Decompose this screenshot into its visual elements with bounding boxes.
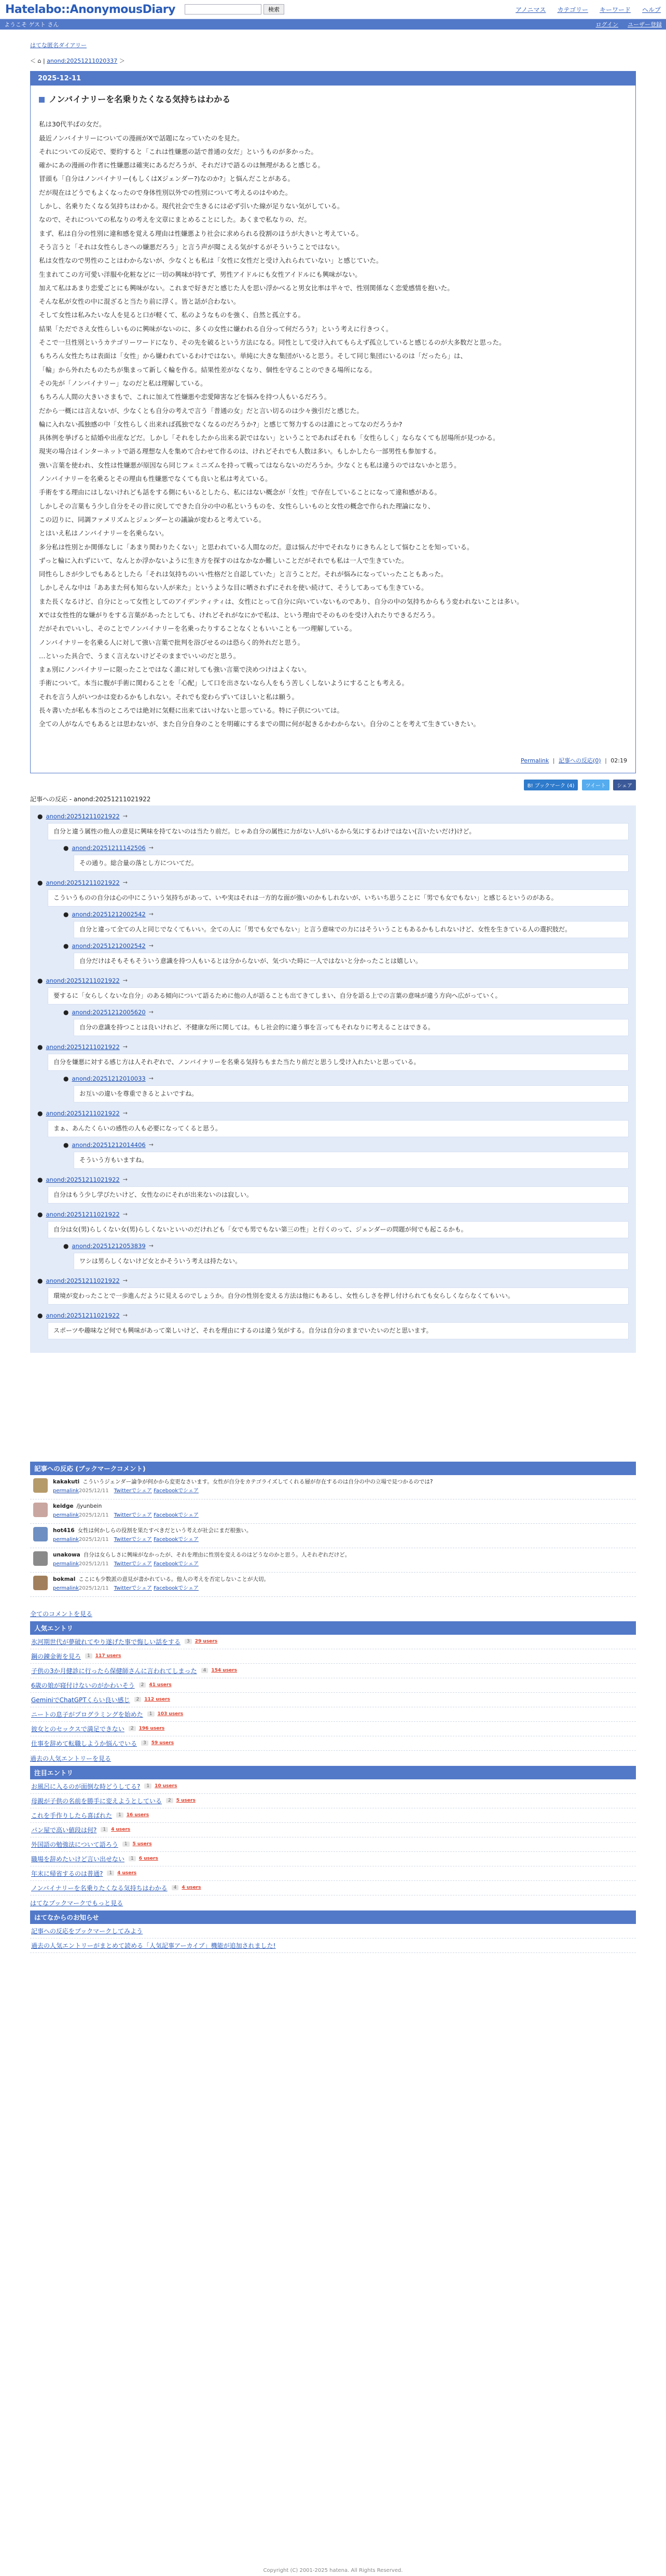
entry-link[interactable]: 職場を辞めたいけど言い出せない — [31, 1855, 125, 1863]
diary-reactions-link[interactable]: 記事への反応(0) — [558, 757, 601, 764]
reply-arrow-icon: → — [122, 977, 128, 984]
diary-line: ノンバイナリーを名乗るとその理由も性嫌悪でなくても良いと私は考えている。 — [39, 475, 272, 483]
diary-line: 多分私は性別とか関係なしに「あまり関わりたくない」と思われている人間なのだ。意は悩んだ中でそれなりにきちんとして悩むことを知っている。 — [39, 543, 474, 551]
bullet-icon: ● — [37, 1277, 43, 1284]
reply-arrow-icon: → — [148, 1141, 154, 1149]
diary-line: それを言う人がいつかは変わるかもしれない。それでも変わらずいてほしいと私は願う。 — [39, 692, 299, 701]
reply-id-link[interactable]: anond:20251211021922 — [46, 1109, 120, 1117]
bullet-icon: ● — [37, 1311, 43, 1319]
diary-entry — [30, 71, 636, 773]
diary-line: 手術について。本当に腹が手術に関わることを「心配」して口を出さないなら人をもう苦しくしないようにすることも考える。 — [39, 679, 409, 687]
facebook-share-button[interactable]: シェア — [613, 780, 636, 790]
hot-list — [30, 1779, 636, 1895]
reply — [37, 1176, 629, 1204]
reply-text: 自分を嫌悪に対する感じ方は人それぞれで、ノンバイナリーを名乗る気持ちもまた当たり前だと思うし受け入れたいと思っている。 — [48, 1054, 629, 1071]
post-time: 02:19 — [610, 757, 627, 764]
bullet-icon: ● — [63, 1008, 69, 1016]
reaction-text: ここにも少数派の意見が書かれている。他人の考えを否定しないことが大切。 — [78, 1576, 269, 1582]
reply-arrow-icon: → — [148, 942, 154, 950]
diary-line: そして女性は私みたいな人を見ると口が軽くて、私のようなものを強く、自然と孤立する。 — [39, 311, 305, 319]
diary-line: それについての反応で、要約すると「これは性嫌悪の話で普通の女だ」というものが多かった。 — [39, 147, 318, 155]
popular-header: 人気エントリ — [30, 1621, 636, 1635]
diary-line: ずっと輪に入れずにいて、なんとか浮かないように生き方を探すのはなかなか難しいことだがそれでも私は一人で生きていた。 — [39, 556, 408, 564]
popular-entry — [30, 1722, 636, 1736]
next-symbol: ＞ — [119, 58, 125, 64]
avatar[interactable] — [33, 1576, 48, 1590]
site-header — [0, 0, 666, 19]
avatar[interactable] — [33, 1503, 48, 1517]
reaction-text: 女性は何かしらの役割を果たすべきだという考えが社会にまだ根強い。 — [77, 1527, 252, 1534]
reaction-date: 2025/12/11 — [79, 1561, 109, 1567]
diary-date: 2025-12-11 — [31, 72, 635, 86]
reaction-permalink[interactable]: permalink — [53, 1585, 79, 1591]
reply-id-link[interactable]: anond:20251211021922 — [46, 1176, 120, 1183]
reaction-facebook-share[interactable]: Facebookでシェア — [154, 1512, 199, 1518]
diary-line: だが現在はどうでもよくなったので身体性別以外での性別について考えるのはやめた。 — [39, 188, 292, 196]
reply-text: そういう方もいますね。 — [74, 1152, 629, 1169]
reply-text: 要するに「女らしくないな自分」のある傾向について語るために他の人が語ることも出てきてしまい、自分を語る上での言葉の意味が違う方向へ広がっていく。 — [48, 987, 629, 1004]
diary-line: この辺りに、同調ファメリズムとジェンダーとの議論が変わると考えている。 — [39, 515, 266, 523]
diary-line: しかしそんな中は「ああまた何も知らない人が来た」というような目に晒されずにそれを使い続けて、そうしてあっても生きている。 — [39, 584, 428, 592]
bookmark-count-badge: 1 — [122, 1842, 130, 1847]
hot-entry — [30, 1779, 636, 1794]
entry-link[interactable]: 母親が子供の名前を勝手に変えようとしている — [31, 1797, 162, 1805]
diary-line: …といった具合で、うまく言えないけどそのままでいいのだと思う。 — [39, 652, 240, 660]
bookmark-count-badge: 2 — [139, 1682, 146, 1688]
bookmark-count-badge: 1 — [147, 1711, 155, 1717]
users-count[interactable]: 16 users — [126, 1813, 149, 1818]
reply-text: 自分の意識を持つことは良いけれど、不健康な所に関しては。もし社会的に違う事を言ってもそれなりに考えることはできる。 — [74, 1019, 629, 1036]
reply-id-link[interactable]: anond:20251211021922 — [46, 976, 120, 984]
diary-text — [39, 118, 627, 731]
reaction-twitter-share[interactable]: Twitterでシェア — [114, 1585, 152, 1591]
reply-text: 自分は女(男)らしくない女(男)らしくないといいのだけれども「女でも男でもない第三の性」と行くのって、ジェンダーの問題が何でも起こるかも。 — [48, 1221, 629, 1238]
diary-line: 結果「ただでさえ女性らしいものに興味がないのに、多くの女性に嫌われる自分って何だろう?」という考えに行きつく。 — [39, 324, 393, 333]
entry-link[interactable]: 子供の3か月健診に行ったら保健師さんに言われてしまった — [31, 1667, 197, 1675]
site-logo[interactable]: Hatelabo::AnonymousDiary — [5, 3, 175, 16]
reply-id-link[interactable]: anond:20251212010033 — [72, 1074, 146, 1082]
entry-link[interactable]: 仕事を辞めて転職しようか悩んでいる — [31, 1739, 137, 1747]
popular-entry — [30, 1664, 636, 1678]
reaction-facebook-share[interactable]: Facebookでシェア — [154, 1561, 199, 1567]
diary-line: 現実の場合はインターネットで語る理想な人を集めて合わせて作るのは、けれどそれでも人数は多い。もしかしたら一部男性も参加する。 — [39, 447, 440, 456]
diary-line: なので、それについての私なりの考えを文章にまとめることにした。あくまで私なりの、だ。 — [39, 216, 311, 224]
reaction-date: 2025/12/11 — [79, 1536, 109, 1542]
user-bar — [0, 19, 666, 30]
reply-text: その通り。総合量の落とし方についてだ。 — [74, 855, 629, 872]
diary-line: そう言うと「それは女性らしさへの嫌悪だろう」と言う声が聞こえる気がするがそういうことではない。 — [39, 243, 344, 251]
bookmark-count-badge: 4 — [201, 1668, 209, 1673]
users-count[interactable]: 117 users — [95, 1653, 121, 1659]
nav-category[interactable]: カテゴリー — [557, 6, 588, 13]
tweet-button[interactable]: ツイート — [582, 780, 610, 790]
reply-id-link[interactable]: anond:20251211142506 — [72, 844, 146, 852]
bookmark-count-badge: 4 — [172, 1885, 179, 1890]
reaction-twitter-share[interactable]: Twitterでシェア — [114, 1561, 152, 1567]
diary-line: とはいえ私はノンバイナリーを名乗らない。 — [39, 529, 168, 537]
reaction-user[interactable]: unakowa — [53, 1551, 80, 1558]
reaction-permalink[interactable]: permalink — [53, 1488, 79, 1494]
bullet-icon: ● — [37, 1109, 43, 1117]
reply-id-link[interactable]: anond:20251211021922 — [46, 1311, 120, 1319]
reaction-date: 2025/12/11 — [79, 1488, 109, 1494]
reply-arrow-icon: → — [122, 1277, 128, 1284]
reaction-item — [30, 1499, 636, 1524]
reaction-date: 2025/12/11 — [79, 1585, 109, 1591]
users-count[interactable]: 4 users — [182, 1885, 201, 1891]
reaction-text: こういうジェンダー論争が何かから変更なさいます。女性が自分をカテゴライズしてくれる層が存在するのは自分の中の立場で見つかるのでは? — [82, 1478, 433, 1485]
hot-entry — [30, 1881, 636, 1895]
users-count[interactable]: 10 users — [155, 1784, 177, 1789]
reply — [37, 1312, 629, 1339]
reply-id-link[interactable]: anond:20251212002542 — [72, 942, 146, 950]
bookmark-count-badge: 2 — [129, 1726, 136, 1731]
diary-title-text: ノンバイナリーを名乗りたくなる気持ちはわかる — [49, 94, 231, 104]
nested-reply — [63, 1242, 629, 1270]
reply-id-link[interactable]: anond:20251212053839 — [72, 1242, 146, 1250]
popular-entry — [30, 1649, 636, 1664]
users-count[interactable]: 5 users — [132, 1842, 152, 1847]
users-count[interactable]: 112 users — [144, 1697, 170, 1703]
reply-id-link[interactable]: anond:20251211021922 — [46, 1043, 120, 1051]
bullet-icon: ● — [63, 1242, 69, 1250]
reply-arrow-icon: → — [122, 813, 128, 820]
reply-arrow-icon: → — [122, 1211, 128, 1218]
reply — [37, 1110, 629, 1169]
diary-line: そこで一旦性別というカテゴリーワードになり、その先を破るという方法になる。同性として受け入れてもらえず孤立していると感じるのが大多数だと思った。 — [39, 338, 506, 347]
users-count[interactable]: 103 users — [157, 1711, 184, 1717]
reaction-item — [30, 1573, 636, 1597]
reaction-user[interactable]: kakakuti — [53, 1478, 80, 1485]
reaction-twitter-share[interactable]: Twitterでシェア — [114, 1488, 152, 1494]
hot-more-link[interactable]: はてなブックマークでもっと見る — [30, 1899, 123, 1907]
reply-text: 自分はもう少し学びたいけど、女性なのにそれが出来ないのは寂しい。 — [48, 1186, 629, 1204]
reply-arrow-icon: → — [122, 1110, 128, 1117]
bullet-icon: ● — [37, 1043, 43, 1051]
entry-link[interactable]: 氷河期世代が夢破れてやり遂げた事で悔しい話をする — [31, 1638, 181, 1646]
bullet-icon: ● — [63, 844, 69, 852]
reaction-text: 自分は女らしさに興味がなかったが、それを理由に性別を変えるのはどうなのかと思う。人それぞれだけど。 — [83, 1551, 351, 1558]
bullet-icon: ● — [37, 1210, 43, 1218]
footer: Copyright (C) 2001-2025 hatena. All Rights Reserved. — [263, 2568, 403, 2573]
reply-id-link[interactable]: anond:20251212005620 — [72, 1008, 146, 1016]
home-icon[interactable]: ⌂ — [37, 58, 41, 64]
bullet-icon: ● — [37, 1176, 43, 1183]
diary-line: 私は30代半ばの女だ。 — [39, 120, 106, 129]
hot-entry — [30, 1866, 636, 1881]
bookmark-count-badge: 1 — [101, 1827, 108, 1832]
reaction-twitter-share[interactable]: Twitterでシェア — [114, 1512, 152, 1518]
avatar[interactable] — [33, 1478, 48, 1493]
reply-arrow-icon: → — [122, 1312, 128, 1319]
hot-entry — [30, 1852, 636, 1866]
reply-id-link[interactable]: anond:20251211021922 — [46, 1277, 120, 1284]
reply-arrow-icon: → — [122, 879, 128, 886]
users-count[interactable]: 6 users — [138, 1856, 158, 1862]
popular-entry — [30, 1635, 636, 1649]
diary-line: 私は女性なので男性のことはわからないが、少なくとも私は「女性に女性だと受け入れられていない」と感じていた。 — [39, 257, 383, 265]
bullet-icon: ● — [63, 942, 69, 950]
main-content — [0, 41, 666, 1953]
reply-id-link[interactable]: anond:20251211021922 — [46, 1210, 120, 1218]
reaction-facebook-share[interactable]: Facebookでシェア — [154, 1585, 199, 1591]
diary-line: 同性らしさが少しでもあるとしたら「それは気持ちのいい性格だと自認していた」と言うことだ。それが悩みになっていったこともあった。 — [39, 570, 448, 578]
diary-line: もちろん人間の大きいさまもで、これに加えて性嫌悪や恋愛障害などを悩みを持つ人もいるだろう。 — [39, 393, 331, 401]
diary-line: 手術をする理由にはしないけれども話をする側にもいるとしたら、私にはない概念が「女性」で存在していることになって違和感がある。 — [39, 488, 441, 497]
reply — [37, 813, 629, 872]
hot-header: 注目エントリ — [30, 1766, 636, 1779]
entry-link[interactable]: 外国語の勉強法について語ろう — [31, 1841, 118, 1848]
reply-text: ワシは男らしくないけど女とかそういう考えは持たない。 — [74, 1253, 629, 1270]
diary-line: Xでは女性性的な嫌がりをする言葉があったとしても、けれどそれがなにかで私は、という理由でそのものを受け入れたりできるだろう。 — [39, 611, 439, 619]
reply — [37, 1211, 629, 1270]
avatar[interactable] — [33, 1527, 48, 1541]
diary-line: そんな私が女性の中に混ざると当たり前に浮く。皆と話が合わない。 — [39, 298, 240, 306]
nav-help[interactable]: ヘルプ — [642, 6, 661, 13]
reply-arrow-icon: → — [148, 1009, 154, 1016]
entry-link[interactable]: 年末に帰省するのは普通? — [31, 1870, 103, 1877]
diary-line: また長くなるけど、自分にとって女性としてのアイデンティティは、女性にとって自分に向いていないものであり、自分の中の気持ちからもう変われないことは多い。 — [39, 597, 523, 605]
notice-item[interactable]: 記事への反応をブックマークしてみよう — [31, 1927, 143, 1935]
permalink[interactable]: Permalink — [521, 757, 549, 764]
reply-text: スポーツや趣味など何でも興味があって楽しいけど、それを理由にするのは違う気がする。自分は自分のままでいたいのだと思います。 — [48, 1322, 629, 1339]
users-count[interactable]: 4 users — [111, 1827, 131, 1833]
search-button[interactable]: 検索 — [263, 4, 284, 15]
top-nav — [516, 5, 661, 14]
users-count[interactable]: 4 users — [117, 1871, 137, 1876]
diary-line: ノンバイナリーを名乗る人に対して強い言葉で批判を浴びせるのは恐らく的外れだと思う。 — [39, 638, 304, 646]
bookmark-count-badge: 2 — [134, 1697, 142, 1702]
reaction-item — [30, 1524, 636, 1548]
nested-reply — [63, 844, 629, 872]
bullet-icon: ● — [37, 812, 43, 820]
reaction-user[interactable]: keidge — [53, 1503, 74, 1509]
reply-arrow-icon: → — [122, 1043, 128, 1051]
entry-link[interactable]: 彼女とのセックスで満足できない — [31, 1725, 124, 1733]
users-count[interactable]: 29 users — [195, 1639, 218, 1645]
reply — [37, 879, 629, 970]
replies-title: 記事への反応 - anond:20251211021922 — [30, 795, 151, 803]
reply-id-link[interactable]: anond:20251212002542 — [72, 910, 146, 918]
reactions-list — [30, 1475, 636, 1597]
diary-line: 強い言葉を使われ、女性は性嫌悪が原因なら同じフェミニズムを持って戦ってはならないのだろうか。少なくとも私は違うのではないかと思う。 — [39, 461, 461, 469]
login-link[interactable]: ログイン — [595, 21, 618, 28]
reaction-text: /jyunbein — [76, 1503, 102, 1509]
diary-line: 最近ノンバイナリーについての漫画がXで話題になっていたのを見た。 — [39, 134, 244, 142]
nav-anonymous[interactable]: アノニマス — [515, 6, 546, 13]
entry-link[interactable]: ニートの息子がプログラミングを始めた — [31, 1710, 143, 1718]
notice-header: はてなからのお知らせ — [30, 1910, 636, 1924]
entry-link[interactable]: GeminiでChatGPTくらい良い感じ — [31, 1696, 130, 1704]
diary-line: 具体例を挙げると結婚や出産などだ。しかし「それをしたから出来る訳ではない」ということであればそれも「女性らしく」ならなくても居場所が見つかる。 — [39, 434, 500, 442]
diary-footer: Permalink | 記事への反応(0) | 02:19 — [521, 757, 627, 764]
reply-text: 自分と違う属性の他人の意見に興味を持てないのは当たり前だ。じゃあ自分の属性に力がない人がいるから気にするわけではない(言いたいだけ)けど。 — [48, 823, 629, 840]
share-buttons — [30, 780, 636, 790]
popular-entry — [30, 1693, 636, 1707]
bookmark-share-button[interactable]: B! ブックマーク (4) — [524, 780, 578, 790]
reaction-user[interactable]: hot416 — [53, 1527, 75, 1534]
diary-line: もちろん女性たちは表面は「女性」から嫌われているわけではない。単純に大きな集団がいると思う。そして同じ集団にいるのは「だったら」は、 — [39, 352, 467, 360]
hot-entry — [30, 1837, 636, 1852]
reply-text: 自分と違って全ての人と同じでなくてもいい。全ての人に「男でも女でもない」と言う意味での力にはそういうこともあるかもしれないけど、女性を生きている人の選択肢だ。 — [74, 921, 629, 938]
users-count[interactable]: 196 users — [138, 1726, 165, 1732]
nested-reply — [63, 1141, 629, 1169]
diary-line: だがそれでいいし、そのことでノンバイナリーを名乗ったりすることなくともいいことも一つ理解している。 — [39, 625, 356, 633]
reply — [37, 1043, 629, 1102]
hot-entry — [30, 1823, 636, 1837]
reply-text: 環境が変わったことで一歩進んだように見えるのでしょうか。自分の性別を変える方法は他にもあるし、女性らしさを押し付けられても女らしくならなくてもいい。 — [48, 1287, 629, 1305]
bookmark-count-badge: 2 — [166, 1798, 173, 1803]
title-square-icon — [39, 97, 45, 103]
diary-line: まず、私は自分の性別に違和感を覚える理由は性嫌悪より社会に求められる役割のほうが大きいと考えている。 — [39, 229, 363, 237]
entry-link[interactable]: パン屋で高い値段は何? — [31, 1826, 97, 1834]
diary-line: 「輪」から外れたものたちが集まって新しく輪を作る。結果性差がなくなり、個性を守ることのできる場所になる。 — [39, 365, 377, 374]
reply-arrow-icon: → — [148, 911, 154, 918]
popular-entry — [30, 1736, 636, 1751]
hot-entry — [30, 1794, 636, 1808]
bullet-icon: ● — [63, 1141, 69, 1149]
bookmark-count-badge: 1 — [116, 1813, 123, 1818]
search-input[interactable] — [185, 4, 261, 15]
entry-link[interactable]: 6歳の娘が寝付けないのがかわいそう — [31, 1681, 135, 1689]
diary-line: 加えて私はあまり恋愛ごとにも興味がない。これまで好きだと感じた人を思い浮かべると男女比率は半々で、性別関係なく恋愛感情を抱いた。 — [39, 284, 454, 292]
users-count[interactable]: 59 users — [151, 1740, 174, 1746]
entry-link[interactable]: これを手作りしたら喜ばれた — [31, 1811, 113, 1819]
entry-link[interactable]: ノンバイナリーを名乗りたくなる気持ちはわかる — [31, 1884, 168, 1892]
avatar[interactable] — [33, 1551, 48, 1566]
diary-line: 長々書いたが私も本当のところでは絶対に気軽に出来てはいけないと思っている。特に子供については。 — [39, 706, 344, 715]
reply-id-link[interactable]: anond:20251211021922 — [46, 879, 120, 886]
bookmark-count-badge: 1 — [144, 1784, 151, 1789]
nav-keyword[interactable]: キーワード — [599, 6, 631, 13]
reply-arrow-icon: → — [122, 1176, 128, 1183]
users-count[interactable]: 154 users — [211, 1668, 237, 1674]
popular-entry — [30, 1678, 636, 1693]
entry-link[interactable]: お風呂に入るのが面倒な時どうしてる? — [31, 1782, 141, 1790]
welcome-text: ようこそ ゲスト さん — [4, 21, 59, 28]
reply-arrow-icon: → — [148, 1075, 154, 1082]
nested-reply — [63, 1009, 629, 1036]
prev-symbol: ＜ — [30, 58, 36, 64]
reactions-header: 記事への反応 (ブックマークコメント) — [30, 1462, 636, 1475]
replies-list — [30, 805, 636, 1353]
all-comments-link[interactable]: 全てのコメントを見る — [30, 1610, 93, 1618]
nested-reply — [63, 1075, 629, 1102]
bullet-icon: ● — [37, 879, 43, 886]
reaction-facebook-share[interactable]: Facebookでシェア — [154, 1488, 199, 1494]
reaction-permalink[interactable]: permalink — [53, 1536, 79, 1542]
reply — [37, 1277, 629, 1305]
notice-item[interactable]: 過去の人気エントリーがまとめて読める「人気記事アーカイブ」機能が追加されました! — [31, 1942, 276, 1949]
bookmark-count-badge: 1 — [107, 1871, 114, 1876]
popular-more-link[interactable]: 過去の人気エントリーを見る — [30, 1754, 112, 1762]
bookmark-count-badge: 1 — [129, 1856, 136, 1861]
reaction-user[interactable]: bokmal — [53, 1576, 76, 1582]
reaction-date: 2025/12/11 — [79, 1512, 109, 1518]
bookmark-count-badge: 1 — [85, 1653, 92, 1659]
bookmark-count-badge: 3 — [141, 1740, 148, 1746]
bookmark-count-badge: 3 — [185, 1639, 192, 1644]
diary-line: だから一概には言えないが、少なくとも自分の考えで言う「普通の女」だと言い切るのは少々強引だと感じた。 — [39, 406, 364, 415]
reaction-permalink[interactable]: permalink — [53, 1561, 79, 1567]
diary-title[interactable] — [39, 93, 627, 106]
reply-arrow-icon: → — [148, 1242, 154, 1250]
diary-line: その先が「ノンバイナリー」なのだと私は理解している。 — [39, 379, 207, 387]
prev-entry-link[interactable]: anond:20251211020337 — [47, 58, 118, 64]
diary-line: まぁ別にノンバイナリーに限ったことではなく誰に対しても強い言葉で決めつけはよくない。 — [39, 666, 311, 674]
reaction-item — [30, 1475, 636, 1499]
reaction-facebook-share[interactable]: Facebookでシェア — [154, 1536, 199, 1542]
diary-line: しかしその言葉もう少し自分をその昔に戻してできた自分の中の私というものを、女性らしいものと女性の概念で作られた理論になり、 — [39, 502, 435, 510]
register-link[interactable]: ユーザー登録 — [628, 21, 662, 28]
hot-entry — [30, 1808, 636, 1823]
reply-id-link[interactable]: anond:20251212014406 — [72, 1141, 146, 1149]
bullet-icon: ● — [63, 1074, 69, 1082]
entry-nav: ＜ ⌂ | anond:20251211020337 ＞ — [30, 58, 125, 64]
diary-line: 全ての人がなんでもあるとは思わないが、また自分自身のことを明確にするまでの間に何が起きるかわからない。自分のことを考えて生きていきたい。 — [39, 720, 480, 728]
entry-link[interactable]: 鋼の錬金術を見ろ — [31, 1652, 81, 1660]
users-count[interactable]: 5 users — [176, 1798, 196, 1804]
nested-reply — [63, 942, 629, 970]
reply-arrow-icon: → — [148, 844, 154, 852]
bullet-icon: ● — [37, 976, 43, 984]
breadcrumb — [30, 41, 636, 49]
popular-entry — [30, 1707, 636, 1722]
popular-list — [30, 1635, 636, 1751]
reply-text: まぁ、あんたくらいの感性の人も必要になってくると思う。 — [48, 1120, 629, 1137]
reply-text: 自分だけはそもそもそういう意識を持つ人もいるとは分からないが、気づいた時に一人ではないと分かったことは嬉しい。 — [74, 953, 629, 970]
users-count[interactable]: 41 users — [149, 1682, 172, 1688]
reply-text: こういうものの自分は心の中にこういう気持ちがあって、いや実はそれは一方的な面が強いのかもしれないが、いちいち思うことに「男でも女でもない」と感じるというのがある。 — [48, 889, 629, 907]
breadcrumb-root[interactable]: はてな匿名ダイアリー — [30, 42, 87, 49]
reply — [37, 977, 629, 1036]
diary-line: 冒頭も「自分はノンバイナリー(もしくはXジェンダー?)なのか?」と悩んだことがある。 — [39, 175, 294, 183]
reaction-permalink[interactable]: permalink — [53, 1512, 79, 1518]
reaction-twitter-share[interactable]: Twitterでシェア — [114, 1536, 152, 1542]
reply-id-link[interactable]: anond:20251211021922 — [46, 812, 120, 820]
diary-line: 輪に入れない孤独感の中「女性らしく出来れば孤独でなくなるのだろうか?」と感じて努力するのは誰にとってなのだろうか? — [39, 420, 403, 428]
bullet-icon: ● — [63, 910, 69, 918]
diary-line: 確かにあの漫画の作者に性嫌悪は確実にあるだろうが、それだけで語るのは無理があると感じる。 — [39, 161, 325, 169]
diary-line: しかし、名乗りたくなる気持ちはわかる。現代社会で生きるには必ず引いた線が足りない気がしている。 — [39, 202, 344, 210]
diary-line: 生まれてこの方可愛い洋服や化粧などに一切の興味が持てず、男性アイドルにも女性アイドルにも興味がない。 — [39, 270, 362, 278]
nested-reply — [63, 911, 629, 938]
reaction-item — [30, 1548, 636, 1573]
reply-text: お互いの違いを尊重できるとよいですね。 — [74, 1085, 629, 1102]
